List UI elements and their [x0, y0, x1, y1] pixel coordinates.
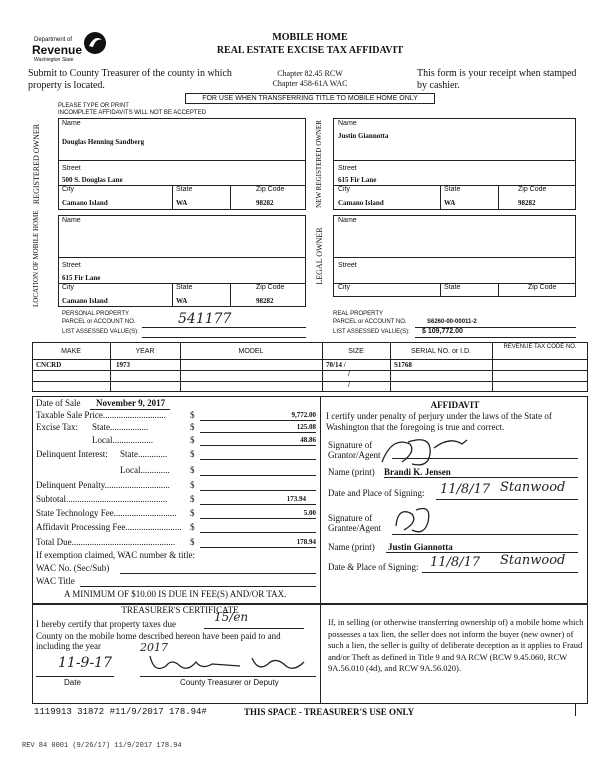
real-assessed-value: $ 109,772.00 [422, 328, 463, 335]
personal-parcel-label: PARCEL or ACCOUNT NO. [62, 319, 136, 325]
grantor-date: 11/8/17 [440, 482, 491, 497]
grantor-name: Brandi K. Jensen [384, 467, 451, 477]
registered-owner-box [58, 118, 306, 210]
subtotal: 173.94 [286, 495, 306, 503]
row1-make: CNCRD [36, 361, 62, 369]
col-size: SIZE [348, 348, 364, 355]
date-of-sale: November 9, 2017 [96, 398, 166, 408]
personal-property-label: PERSONAL PROPERTY [62, 311, 130, 317]
loc-name-label: Name [62, 217, 81, 224]
loc-street: 615 Fir Lane [62, 274, 101, 282]
tech-fee: 5.00 [303, 509, 316, 517]
delinquent-penalty-label: Delinquent Penalty............................. [36, 480, 170, 490]
exemption-label: If exemption claimed, WAC number & title: [36, 550, 196, 560]
submit-text: Submit to County Treasurer of the county in which property is located. [28, 68, 232, 91]
no-zip-label: Zip Code [518, 186, 547, 193]
lo-state-label: State [444, 284, 461, 291]
col-serial: SERIAL NO. or I.D. [410, 348, 472, 355]
loc-state: WA [176, 297, 188, 305]
treasurer-hand-year: 2017 [140, 641, 168, 654]
grantor-name-label: Name (print) [328, 467, 375, 477]
total-due: 178.94 [296, 538, 316, 546]
affidavit-fee-label: Affidavit Processing Fee......................... [36, 522, 182, 532]
minimum-note: A MINIMUM OF $10.00 IS DUE IN FEE(S) AND/OR TAX. [64, 589, 287, 599]
affidavit-title: AFFIDAVIT [430, 400, 480, 410]
no-name-label: Name [338, 120, 357, 127]
row1-serial: S1768 [394, 361, 412, 369]
dor-logo [32, 28, 112, 68]
ro-state-label: State [176, 186, 193, 193]
treasurer-date: 11-9-17 [58, 655, 112, 671]
chapter-2: Chapter 458-61A WAC [272, 79, 348, 88]
ro-zip-label: Zip Code [256, 186, 285, 193]
dollar-8: $ [190, 508, 195, 518]
no-street-label: Street [338, 165, 357, 172]
col-model: MODEL [238, 348, 264, 355]
excise-local-label: Local.................. [92, 435, 153, 445]
treasurer-use-label: THIS SPACE - TREASURER'S USE ONLY [244, 707, 415, 717]
dollar-2: $ [190, 422, 195, 432]
title-1: MOBILE HOME [272, 32, 348, 43]
ro-city: Camano Island [62, 199, 108, 207]
bottom-stamp: REV 84 0001 (9/26/17) 11/9/2017 178.94 [22, 742, 182, 750]
row2-size: / [348, 371, 350, 378]
lo-city-label: City [338, 284, 351, 291]
grantor-sig-label: Signature of Grantor/Agent [328, 440, 381, 460]
treasurer-sig-label: County Treasurer or Deputy [180, 678, 279, 687]
no-city: Camano Island [338, 199, 384, 207]
dollar-10: $ [190, 537, 195, 547]
personal-parcel-no: 541177 [178, 311, 232, 327]
cashier-stamp: 1119913 31872 #11/9/2017 178.94# [34, 707, 207, 717]
no-state-label: State [444, 186, 461, 193]
location-label: LOCATION OF MOBILE HOME [32, 210, 40, 307]
personal-assessed-label: LIST ASSESSED VALUE(S): [62, 329, 139, 335]
dollar-6: $ [190, 480, 195, 490]
logo-line1: Department of [34, 37, 73, 43]
taxable-price-label: Taxable Sale Price............................ [36, 410, 166, 420]
dollar-1: $ [190, 410, 195, 420]
grantee-date-label: Date & Place of Signing: [328, 562, 419, 572]
dollar-9: $ [190, 522, 195, 532]
no-street: 615 Fir Lane [338, 176, 377, 184]
logo-swirl-icon [82, 30, 108, 56]
delinquent-label: Delinquent Interest: [36, 449, 108, 459]
receipt-text: This form is your receipt when stamped by cashier. [417, 68, 577, 91]
new-owner-label: NEW REGISTERED OWNER [315, 120, 323, 208]
location-box [58, 215, 306, 307]
lo-zip-label: Zip Code [528, 284, 557, 291]
lo-street-label: Street [338, 262, 357, 269]
grantee-sig-label: Signature of Grantee/Agent [328, 513, 381, 533]
ro-street: 500 S. Douglas Lane [62, 176, 123, 184]
treasurer-hand-taxes: 15/en [214, 610, 249, 624]
loc-zip: 98282 [256, 297, 274, 305]
incomplete-note: INCOMPLETE AFFIDAVITS WILL NOT BE ACCEPTED [58, 110, 206, 116]
delinquent-local-label: Local............. [120, 465, 170, 475]
title-2: REAL ESTATE EXCISE TAX AFFIDAVIT [216, 45, 404, 56]
ro-state: WA [176, 199, 188, 207]
ro-name: Douglas Henning Sandberg [62, 138, 145, 146]
excise-local: 48.86 [300, 436, 316, 444]
dollar-3: $ [190, 435, 195, 445]
no-zip: 98282 [518, 199, 536, 207]
subtotal-label: Subtotal............................................. [36, 494, 168, 504]
excise-label: Excise Tax: [36, 422, 78, 432]
treasurer-line1: I hereby certify that property taxes due [36, 619, 176, 629]
no-state: WA [444, 199, 456, 207]
please-type: PLEASE TYPE OR PRINT [58, 103, 129, 109]
grantor-place: Stanwood [500, 480, 566, 495]
logo-line2: Revenue [32, 43, 83, 57]
wac-no-label: WAC No. (Sec/Sub) [36, 563, 110, 573]
col-tax-code: REVENUE TAX CODE NO. [503, 344, 577, 350]
no-city-label: City [338, 186, 351, 193]
real-property-label: REAL PROPERTY [333, 311, 384, 317]
dollar-7: $ [190, 494, 195, 504]
ro-street-label: Street [62, 165, 81, 172]
ro-zip: 98282 [256, 199, 274, 207]
lo-name-label: Name [338, 217, 357, 224]
loc-city: Camano Island [62, 297, 108, 305]
chapter-1: Chapter 82.45 RCW [277, 69, 343, 78]
excise-state-label: State................. [92, 422, 149, 432]
taxable-price: 9,772.00 [291, 411, 316, 419]
loc-street-label: Street [62, 262, 81, 269]
grantee-place: Stanwood [500, 553, 566, 568]
dollar-5: $ [190, 465, 195, 475]
grantee-name-label: Name (print) [328, 542, 375, 552]
row1-year: 1973 [116, 361, 130, 369]
logo-line3: Washington State [34, 57, 74, 63]
loc-state-label: State [176, 284, 193, 291]
dollar-4: $ [190, 449, 195, 459]
grantor-date-label: Date and Place of Signing: [328, 488, 425, 498]
treasurer-line2: County on the mobile home described hereon have been paid to and including the year [36, 631, 281, 651]
real-assessed-label: LIST ASSESSED VALUE(S): [333, 329, 410, 335]
grantor-signature-icon [372, 432, 472, 472]
row3-size: / [348, 382, 350, 389]
transfer-banner: FOR USE WHEN TRANSFERRING TITLE TO MOBILE HOME ONLY [185, 93, 435, 104]
treasurer-signature-icon [140, 648, 310, 676]
real-parcel-no: S6260-00-00011-2 [427, 319, 477, 325]
real-parcel-label: PARCEL or ACCOUNT NO. [333, 319, 407, 325]
col-make: MAKE [61, 348, 81, 355]
date-of-sale-label: Date of Sale [36, 398, 81, 408]
wac-title-label: WAC Title [36, 576, 75, 586]
fraud-note: If, in selling (or otherwise transferring ownership of) a mobile home which possesses a tax lien, the seller does not inform the buyer (new owner) of such a lien, the seller is guilty of deliberate deception as it applies to Fraud and/or Theft as defined in Title 9 and 9A RCW (RCW 9.45.060, RCW 9A.56.010 (4d), and RCW 9A.56.020). [328, 617, 584, 673]
excise-state: 125.08 [296, 423, 316, 431]
affidavit-text: I certify under penalty of perjury under the laws of the State of Washington that the foregoing is true and correct. [326, 411, 552, 432]
legal-owner-label: LEGAL OWNER [315, 227, 324, 285]
col-year: YEAR [135, 348, 155, 355]
treasurer-title: TREASURER'S CERTIFICATE [121, 605, 239, 615]
total-due-label: Total Due.............................................. [36, 537, 176, 547]
grantee-name: Justin Giannotta [388, 542, 453, 552]
tech-fee-label: State Technology Fee............................ [36, 508, 177, 518]
loc-city-label: City [62, 284, 75, 291]
ro-city-label: City [62, 186, 75, 193]
treasurer-date-label: Date [64, 678, 81, 687]
loc-zip-label: Zip Code [256, 284, 285, 291]
grantee-date: 11/8/17 [430, 555, 481, 570]
delinquent-state-label: State............. [120, 449, 168, 459]
registered-owner-label: REGISTERED OWNER [32, 123, 41, 205]
ro-name-label: Name [62, 120, 81, 127]
row1-size: 70/14 / [326, 361, 346, 369]
no-name: Justin Giannotta [338, 132, 389, 140]
